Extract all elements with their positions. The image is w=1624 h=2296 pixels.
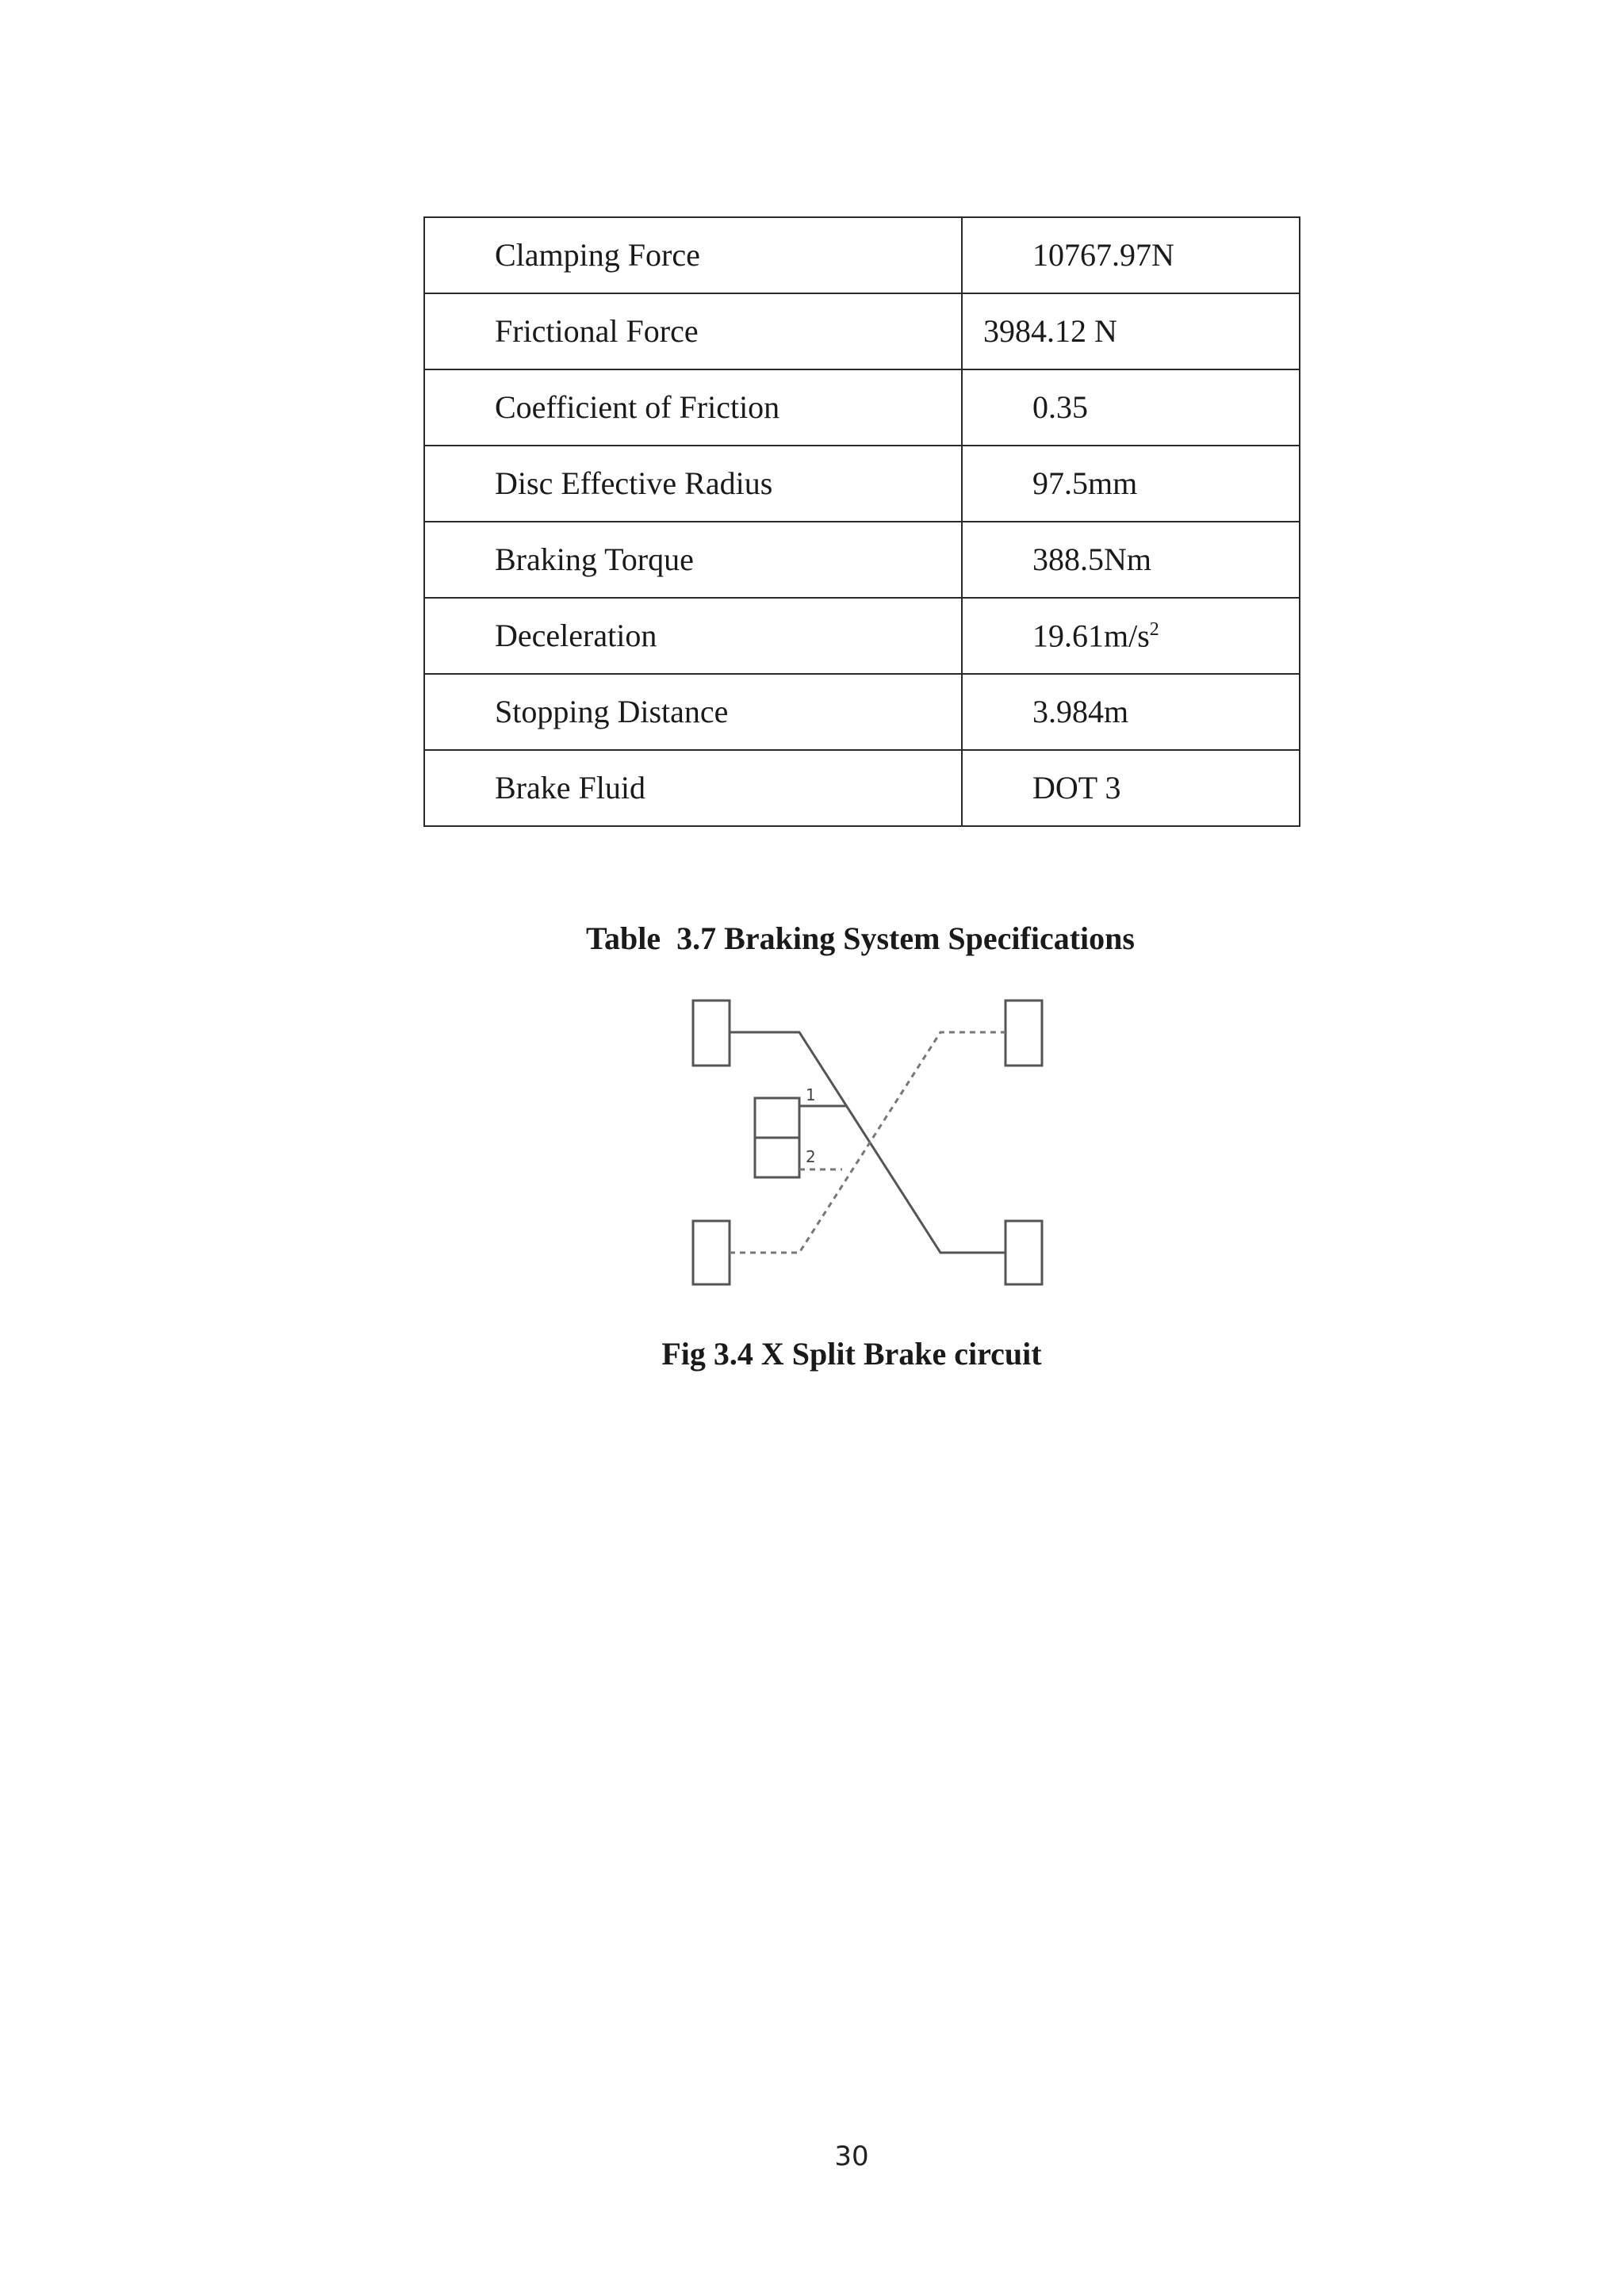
- spec-label: Clamping Force: [424, 217, 962, 293]
- spec-label: Coefficient of Friction: [424, 369, 962, 446]
- spec-value: 3984.12 N: [962, 293, 1300, 369]
- spec-value: 97.5mm: [962, 446, 1300, 522]
- spec-label: Frictional Force: [424, 293, 962, 369]
- table-row: [424, 217, 1300, 293]
- table-row: [424, 369, 1300, 446]
- circuit-2-label: 2: [806, 1147, 816, 1166]
- spec-label: Stopping Distance: [424, 674, 962, 750]
- table-row: [424, 293, 1300, 369]
- x-split-brake-circuit-diagram: [679, 991, 1059, 1300]
- spec-value: [962, 598, 1300, 674]
- spec-label: Disc Effective Radius: [424, 446, 962, 522]
- deceleration-exponent: 2: [1149, 618, 1159, 640]
- page-number: 30: [834, 2141, 869, 2172]
- table-row: [424, 750, 1300, 826]
- front-right-wheel: [1005, 1001, 1042, 1066]
- table-row: [424, 598, 1300, 674]
- table-row: [424, 674, 1300, 750]
- table-row: [424, 522, 1300, 598]
- spec-value: 3.984m: [962, 674, 1300, 750]
- rear-left-wheel: [693, 1221, 730, 1284]
- master-cylinder-chamber-1: [755, 1098, 799, 1138]
- spec-value: DOT 3: [962, 750, 1300, 826]
- table-row: [424, 446, 1300, 522]
- front-left-wheel: [693, 1001, 730, 1066]
- spec-label: Brake Fluid: [424, 750, 962, 826]
- table-caption: Table 3.7 Braking System Specifications: [586, 920, 1135, 956]
- master-cylinder-chamber-2: [755, 1138, 799, 1177]
- spec-value: 388.5Nm: [962, 522, 1300, 598]
- figure-caption: Fig 3.4 X Split Brake circuit: [661, 1336, 1042, 1372]
- spec-value: 0.35: [962, 369, 1300, 446]
- spec-label: Deceleration: [424, 598, 962, 674]
- spec-label: Braking Torque: [424, 522, 962, 598]
- spec-value: 10767.97N: [962, 217, 1300, 293]
- deceleration-value: 19.61m/s: [1032, 618, 1150, 654]
- circuit-1-label: 1: [806, 1085, 816, 1104]
- braking-specifications-table: [423, 216, 1300, 827]
- rear-right-wheel: [1005, 1221, 1042, 1284]
